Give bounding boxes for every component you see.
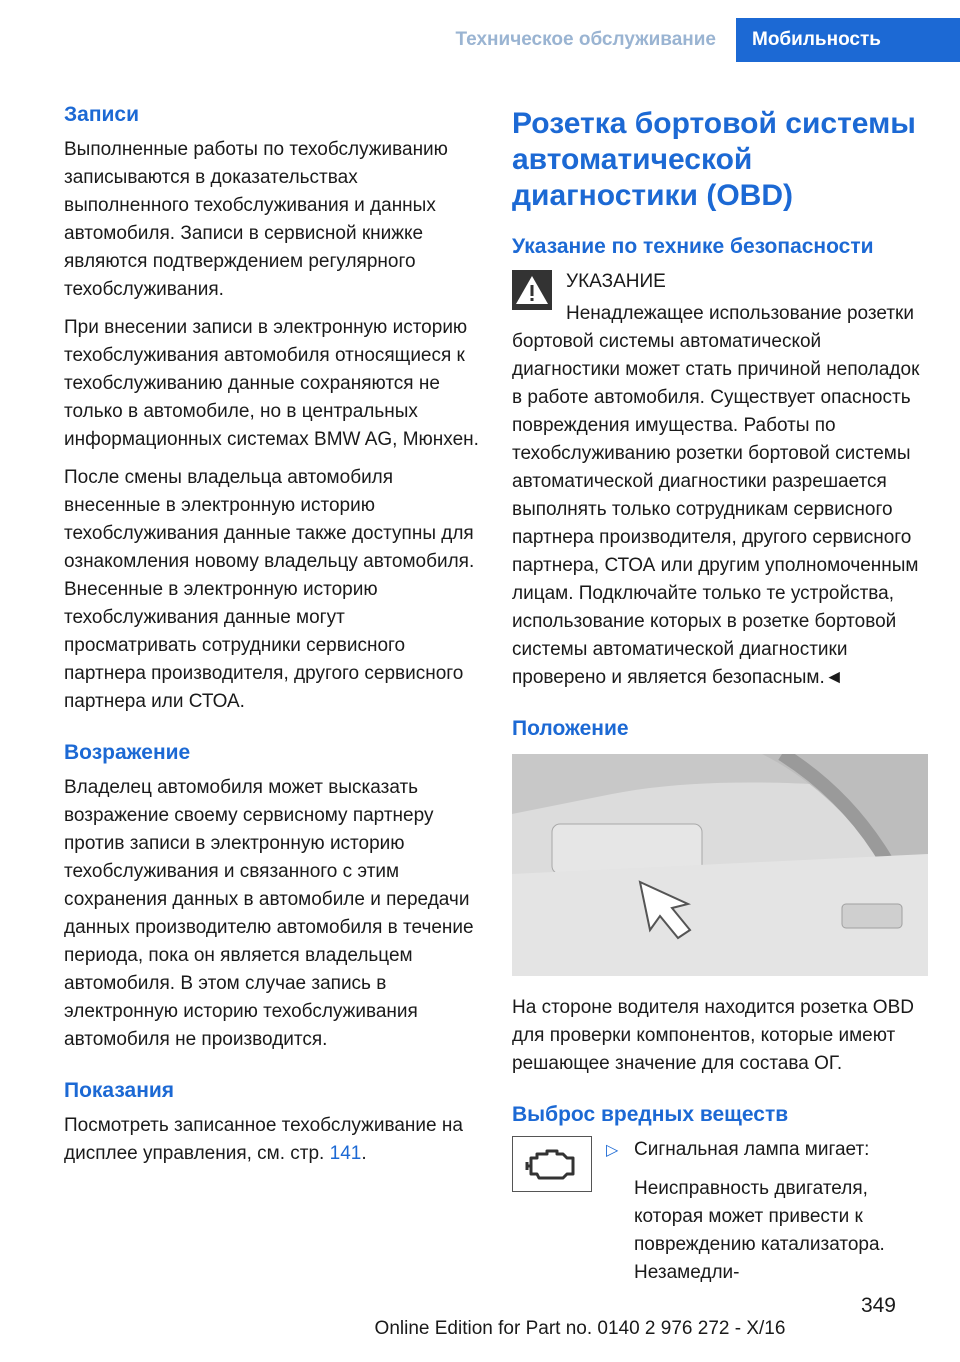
emissions-item-label: ▷ Сигнальная лампа мигает: [606,1136,928,1165]
records-paragraph-1: Выполненные работы по техобслуживанию записываются в доказательствах выполненного техобслуживания и данных автомобиля. Записи в сервисной книжке являются подтверждением регулярного техобслуживания. [64,139,448,300]
records-paragraph-2: При внесении записи в электронную историю техобслуживания автомобиля относящиеся к техобслуживанию данные сохраняются не только в автомобиле, но в центральных информационных системах BMW AG, Мюнхен. [64,317,479,450]
emissions-item-description: Неисправность двигателя, которая может привести к повреждению катализатора. Незамедли- [634,1178,885,1283]
warning-label: УКАЗАНИЕ [566,271,666,292]
right-column [512,100,928,1297]
section-tab: Техническое обслуживание [456,18,736,62]
position-caption: На стороне водителя находится розетка OBD для проверки компонентов, которые имеют решающее значение для состава ОГ. [512,997,914,1074]
page-number: 349 [860,1294,896,1317]
safety-heading: Указание по технике безопасности [512,235,874,258]
objection-paragraph: Владелец автомобиля может высказать возражение своему сервисному партнеру против записи в электронную историю техобслуживания и связанного с этим сохранения данных в автомобиле и передачи данных производителю автомобиля в течение периода, пока он является владельцем автомобиля. В этом случае запись в электронную историю техобслуживания автомобиля не производится. [64,777,474,1050]
emissions-item-text [606,1136,928,1297]
display-heading: Показания [64,1079,175,1102]
display-end: . [361,1143,367,1164]
position-heading: Положение [512,717,629,740]
display-text: Посмотреть записанное техобслуживание на дисплее управления, см. стр. [64,1115,463,1164]
warning-icon [512,270,552,310]
engine-check-icon [512,1136,592,1192]
obd-location-photo [512,754,928,976]
page-reference-link[interactable]: 141 [329,1143,362,1164]
emissions-heading: Выброс вредных веществ [512,1103,789,1126]
objection-heading: Возражение [64,741,191,764]
left-column [64,100,480,1178]
emissions-item [512,1136,928,1297]
records-heading: Записи [64,103,140,126]
warning-text: Ненадлежащее использование розетки бортовой системы автоматической диагностики может стать причиной неполадок в работе автомобиля. Существует опасность повреждения имущества. Работы по техобслуживанию розетки бортовой системы автоматической диагностики разрешается выполнять только сотрудникам сервисного партнера производителя, другого сервисного партнера, СТОА или другим уполномоченным лицам. Подключайте только те устройства, использование которых в розетке бортовой системы автоматической диагностики проверено и является безопасным.◄ [512,303,920,688]
triangle-bullet-icon: ▷ [606,1142,619,1159]
page-footer [0,1294,960,1340]
edition-text: Online Edition for Part no. 0140 2 976 272 - X/16 [374,1318,786,1339]
chapter-tab: Мобильность [736,18,960,62]
display-paragraph [64,1112,480,1168]
warning-block [512,268,928,692]
page-header [456,18,960,62]
records-paragraph-3: После смены владельца автомобиля внесенные в электронную историю техобслуживания данные также доступны для ознакомления новому владельцу автомобиля. Внесенные в электронную историю техобслуживания данные могут просматривать сотрудники сервисного партнера производителя, другого сервисного партнера или СТОА. [64,467,475,712]
obd-heading: Розетка бортовой системы автоматической диагностики (OBD) [512,107,916,212]
